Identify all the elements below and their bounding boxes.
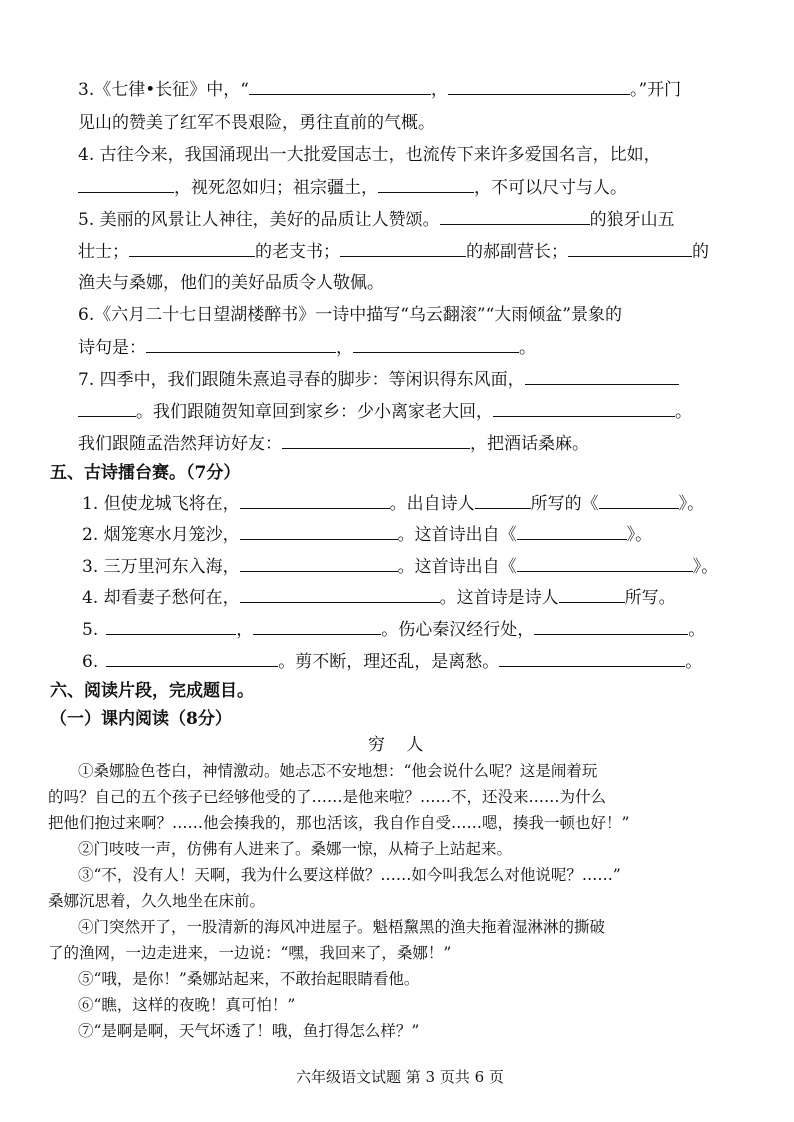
passage-line: 了的渔网，一边走进来，一边说：“嘿，我回来了，桑娜！” [48, 944, 452, 962]
passage-line: ③“不，没有人！天啊，我为什么要这样做？……如今叫我怎么对他说呢？……” [78, 866, 621, 884]
passage-line: 的吗？自己的五个孩子已经够他受的了……是他来啦？……不，还没来……为什么 [48, 788, 607, 806]
question-4-line-1: 4. 古往今来，我国涌现出一大批爱国志士，也流传下来许多爱国名言，比如， [78, 145, 661, 165]
section-6-heading: 六、阅读片段，完成题目。 [50, 681, 254, 701]
answer-blank[interactable] [599, 492, 679, 509]
answer-blank[interactable] [106, 650, 278, 667]
question-7-line-3: 我们跟随孟浩然拜访好友： ，把酒话桑麻。 [78, 434, 589, 454]
answer-blank[interactable] [499, 650, 685, 667]
answer-blank[interactable] [568, 240, 692, 257]
passage-line: ④门突然开了，一股清新的海风冲进屋子。魁梧黧黑的渔夫拖着湿淋淋的撕破 [78, 918, 606, 936]
section-5-heading: 五、古诗擂台赛。（7分） [50, 463, 241, 483]
poem-question-5: 5. ， 。伤心秦汉经行处， 。 [82, 620, 706, 640]
question-5-line-1: 5. 美丽的风景让人神往，美好的品质让人赞颂。 的狼牙山五 [78, 210, 675, 230]
answer-blank[interactable] [493, 400, 675, 417]
answer-blank[interactable] [340, 240, 466, 257]
passage-line: ①桑娜脸色苍白，神情激动。她忐忑不安地想：“他会说什么呢？这是闹着玩 [78, 762, 598, 780]
answer-blank[interactable] [525, 368, 679, 385]
answer-blank[interactable] [534, 618, 688, 635]
passage-title: 穷 人 [368, 735, 432, 755]
answer-blank[interactable] [253, 618, 381, 635]
passage-line: 把他们抱过来啊？……他会揍我的，那也活该，我自作自受……嗯，揍我一顿也好！” [48, 814, 630, 832]
answer-blank[interactable] [353, 336, 519, 353]
answer-blank[interactable] [282, 432, 470, 449]
answer-blank[interactable] [106, 618, 236, 635]
answer-blank[interactable] [249, 78, 431, 95]
question-7-line-2: 。我们跟随贺知章回到家乡：少小离家老大回， 。 [78, 400, 692, 423]
answer-blank[interactable] [240, 523, 398, 540]
question-6-line-2: 诗句是： ， 。 [78, 338, 536, 358]
question-6-line-1: 6.《六月二十七日望湖楼醉书》一诗中描写“乌云翻滚”“大雨倾盆”景象的 [78, 305, 622, 325]
answer-blank[interactable] [240, 555, 398, 572]
question-7-line-1: 7. 四季中，我们跟随朱熹追寻春的脚步：等闲识得东风面， [78, 368, 679, 391]
question-4-line-2: ，视死忽如归；祖宗疆土， ，不可以尺寸与人。 [78, 176, 627, 199]
answer-blank[interactable] [146, 336, 336, 353]
passage-line: 桑娜沉思着，久久地坐在床前。 [48, 892, 266, 910]
answer-blank[interactable] [517, 555, 693, 572]
passage-line: ⑦“是啊是啊，天气坏透了！哦，鱼打得怎么样？” [78, 1022, 420, 1040]
answer-blank[interactable] [240, 492, 390, 509]
answer-blank[interactable] [517, 523, 627, 540]
poem-question-6: 6. 。剪不断，理还乱，是离愁。 。 [82, 652, 703, 672]
answer-blank[interactable] [78, 176, 174, 193]
page-footer: 六年级语文试题 第 3 页共 6 页 [296, 1068, 504, 1086]
poem-question-2: 2. 烟笼寒水月笼沙， 。这首诗出自《 》。 [82, 525, 653, 545]
question-5-line-3: 渔夫与桑娜，他们的美好品质令人敬佩。 [78, 273, 384, 293]
passage-line: ⑥“瞧，这样的夜晚！真可怕！” [78, 996, 296, 1014]
answer-blank[interactable] [559, 586, 625, 603]
answer-blank[interactable] [378, 176, 474, 193]
reading-subheading: （一）课内阅读（8分） [50, 709, 232, 729]
passage-line: ②门吱吱一声，仿佛有人进来了。桑娜一惊，从椅子上站起来。 [78, 840, 513, 858]
question-3-line-2: 见山的赞美了红军不畏艰险，勇往直前的气概。 [78, 113, 435, 133]
answer-blank[interactable] [78, 400, 136, 417]
answer-blank[interactable] [440, 208, 590, 225]
answer-blank[interactable] [240, 586, 440, 603]
poem-question-3: 3. 三万里河东入海， 。这首诗出自《 》。 [82, 557, 719, 577]
poem-question-1: 1. 但使龙城飞将在， 。出自诗人 所写的《 》。 [82, 494, 705, 514]
answer-blank[interactable] [129, 240, 255, 257]
question-3-line-1: 3.《七律•长征》中，“ ， 。”开门 [78, 80, 682, 100]
answer-blank[interactable] [475, 492, 531, 509]
passage-line: ⑤“哦，是你！”桑娜站起来，不敢抬起眼睛看他。 [78, 970, 420, 988]
poem-question-4: 4. 却看妻子愁何在， 。这首诗是诗人 所写。 [82, 588, 676, 608]
answer-blank[interactable] [448, 78, 630, 95]
question-5-line-2: 壮士； 的老支书； 的郝副营长； 的 [78, 242, 709, 262]
